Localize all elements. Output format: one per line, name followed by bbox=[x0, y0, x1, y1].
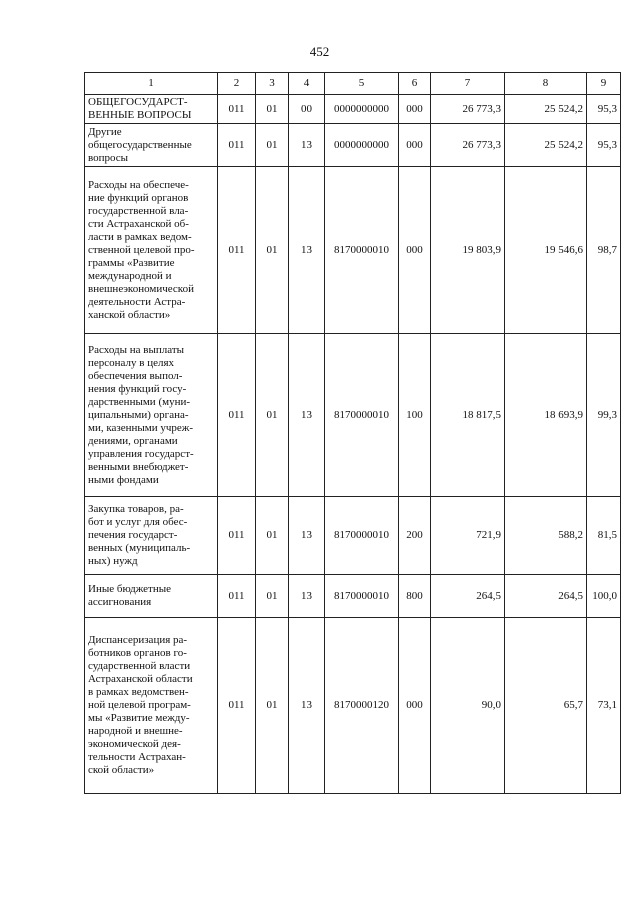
header-col-2: 2 bbox=[218, 73, 256, 95]
cell-expense-type: 000 bbox=[399, 95, 431, 124]
cell-executed: 264,5 bbox=[505, 575, 587, 618]
cell-subsection: 13 bbox=[289, 575, 325, 618]
cell-percent: 99,3 bbox=[587, 334, 621, 497]
cell-section: 01 bbox=[256, 167, 289, 334]
cell-subsection: 13 bbox=[289, 167, 325, 334]
cell-expense-type: 000 bbox=[399, 618, 431, 794]
cell-admin-code: 011 bbox=[218, 497, 256, 575]
row-name: Иные бюджетные ассигнования bbox=[85, 575, 218, 618]
table-row bbox=[85, 167, 621, 334]
cell-percent: 95,3 bbox=[587, 124, 621, 167]
table-row bbox=[85, 334, 621, 497]
cell-target-article: 8170000010 bbox=[325, 167, 399, 334]
header-col-9: 9 bbox=[587, 73, 621, 95]
cell-percent: 73,1 bbox=[587, 618, 621, 794]
cell-admin-code: 011 bbox=[218, 167, 256, 334]
table-row bbox=[85, 618, 621, 794]
row-name: Диспансеризация ра- ботников органов го- сударственной власти Астраханской области в рамках ведомствен- ной целевой програм- мы «Развитие между- народной и внешне- экономической дея- тельности Астрахан- ской области» bbox=[85, 618, 218, 794]
cell-approved: 26 773,3 bbox=[431, 95, 505, 124]
header-col-4: 4 bbox=[289, 73, 325, 95]
cell-executed: 25 524,2 bbox=[505, 95, 587, 124]
header-col-8: 8 bbox=[505, 73, 587, 95]
table-row bbox=[85, 497, 621, 575]
cell-percent: 100,0 bbox=[587, 575, 621, 618]
table-row bbox=[85, 124, 621, 167]
cell-admin-code: 011 bbox=[218, 618, 256, 794]
cell-admin-code: 011 bbox=[218, 575, 256, 618]
header-col-5: 5 bbox=[325, 73, 399, 95]
cell-expense-type: 100 bbox=[399, 334, 431, 497]
cell-section: 01 bbox=[256, 575, 289, 618]
cell-target-article: 0000000000 bbox=[325, 124, 399, 167]
cell-section: 01 bbox=[256, 124, 289, 167]
cell-expense-type: 000 bbox=[399, 167, 431, 334]
cell-percent: 98,7 bbox=[587, 167, 621, 334]
cell-approved: 721,9 bbox=[431, 497, 505, 575]
cell-executed: 25 524,2 bbox=[505, 124, 587, 167]
cell-approved: 26 773,3 bbox=[431, 124, 505, 167]
cell-executed: 18 693,9 bbox=[505, 334, 587, 497]
cell-subsection: 00 bbox=[289, 95, 325, 124]
header-col-1: 1 bbox=[85, 73, 218, 95]
row-name: ОБЩЕГОСУДАРСТ- ВЕННЫЕ ВОПРОСЫ bbox=[85, 95, 218, 124]
cell-expense-type: 800 bbox=[399, 575, 431, 618]
cell-subsection: 13 bbox=[289, 497, 325, 575]
cell-approved: 19 803,9 bbox=[431, 167, 505, 334]
row-name: Другие общегосударственные вопросы bbox=[85, 124, 218, 167]
cell-admin-code: 011 bbox=[218, 95, 256, 124]
cell-target-article: 8170000010 bbox=[325, 497, 399, 575]
row-name: Закупка товаров, ра- бот и услуг для обес- печения государст- венных (муниципаль- ных) нужд bbox=[85, 497, 218, 575]
row-name: Расходы на обеспече- ние функций органов государственной вла- сти Астраханской об- ласти в рамках ведом- ственной целевой про- граммы «Развитие международной и внешнеэкономической деятельности Астра- ханской области» bbox=[85, 167, 218, 334]
header-col-7: 7 bbox=[431, 73, 505, 95]
table-row bbox=[85, 575, 621, 618]
cell-executed: 65,7 bbox=[505, 618, 587, 794]
page-number: 452 bbox=[309, 44, 330, 59]
header-row bbox=[85, 73, 621, 95]
cell-admin-code: 011 bbox=[218, 334, 256, 497]
cell-target-article: 0000000000 bbox=[325, 95, 399, 124]
cell-subsection: 13 bbox=[289, 334, 325, 497]
cell-admin-code: 011 bbox=[218, 124, 256, 167]
budget-table bbox=[84, 72, 621, 794]
header-col-6: 6 bbox=[399, 73, 431, 95]
cell-executed: 588,2 bbox=[505, 497, 587, 575]
cell-section: 01 bbox=[256, 95, 289, 124]
cell-percent: 95,3 bbox=[587, 95, 621, 124]
cell-approved: 18 817,5 bbox=[431, 334, 505, 497]
cell-approved: 90,0 bbox=[431, 618, 505, 794]
row-name: Расходы на выплаты персоналу в целях обеспечения выпол- нения функций госу- дарственными (муни- ципальными) органа- ми, казенными учреж- дениями, органами управления государст- венными внебюджет- ными фондами bbox=[85, 334, 218, 497]
header-col-3: 3 bbox=[256, 73, 289, 95]
cell-expense-type: 000 bbox=[399, 124, 431, 167]
cell-target-article: 8170000010 bbox=[325, 334, 399, 497]
cell-subsection: 13 bbox=[289, 124, 325, 167]
cell-subsection: 13 bbox=[289, 618, 325, 794]
cell-percent: 81,5 bbox=[587, 497, 621, 575]
cell-section: 01 bbox=[256, 334, 289, 497]
cell-target-article: 8170000010 bbox=[325, 575, 399, 618]
cell-approved: 264,5 bbox=[431, 575, 505, 618]
cell-target-article: 8170000120 bbox=[325, 618, 399, 794]
cell-section: 01 bbox=[256, 497, 289, 575]
table-row bbox=[85, 95, 621, 124]
cell-executed: 19 546,6 bbox=[505, 167, 587, 334]
cell-expense-type: 200 bbox=[399, 497, 431, 575]
cell-section: 01 bbox=[256, 618, 289, 794]
